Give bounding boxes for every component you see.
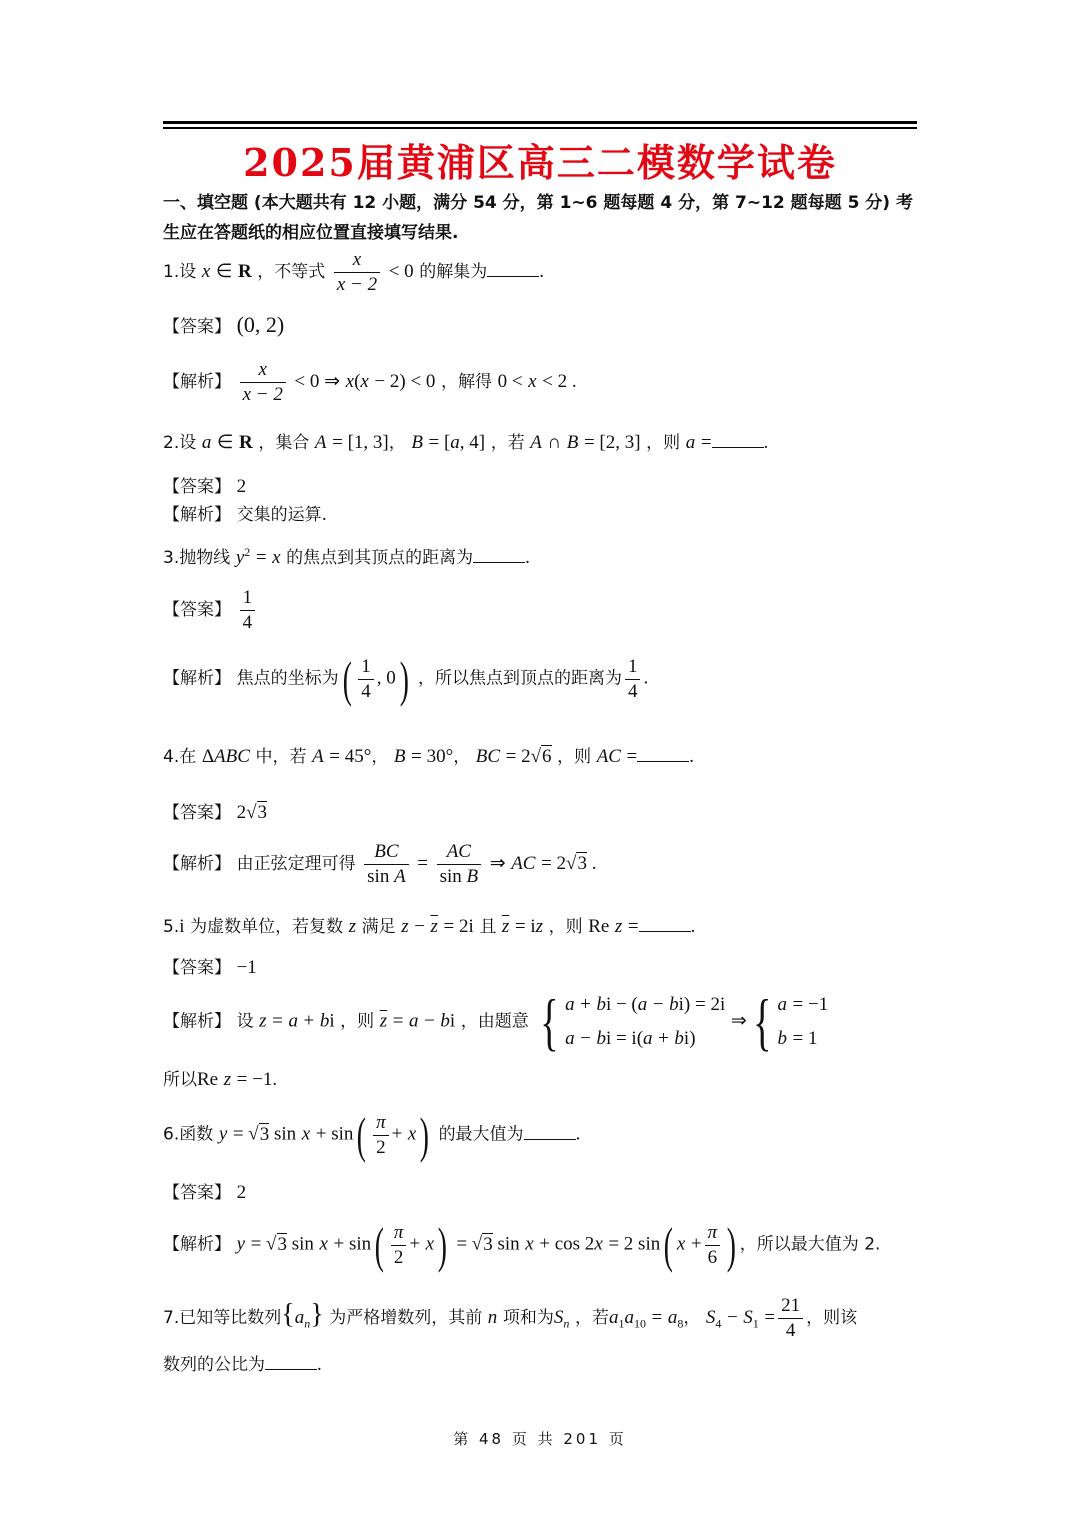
question-6: 6.函数 y = √3 sin x + sin( $\frac{\pi}{2}$ + x) 的最大值为 . bbox=[163, 1107, 581, 1163]
q6-analysis-text: ，所以最大值为 2. bbox=[739, 1234, 881, 1255]
question-5: 5.i 为虚数单位，若复数 z 满足 $z - \overline{z} = 2i$ 且 $\overline{z}$ = iz ，则 Re z = . bbox=[163, 912, 923, 938]
q5-answer-value: −1 bbox=[236, 957, 257, 978]
header-rule-thin bbox=[163, 127, 917, 129]
q1-answer: 【答案】 (0, 2) bbox=[163, 312, 285, 337]
answer-label: 【答案】 bbox=[163, 958, 231, 978]
q5-text: 为虚数单位，若复数 bbox=[190, 917, 344, 937]
q2-text: ，集合 bbox=[258, 433, 310, 453]
q6-answer-value: 2 bbox=[236, 1182, 247, 1203]
q4-analysis-text: 由正弦定理可得 bbox=[236, 854, 356, 874]
q6-analysis: 【解析】 y = √3 sin x + sin( $\frac{\pi}{2}$ + x) = √3 sin x + cos 2x = 2 sin( x + $\frac{\pi}{6}$ ) ，所以最大值为 2. bbox=[163, 1217, 881, 1273]
q1-analysis-text: ，解得 bbox=[441, 372, 493, 392]
q2-prefix: 2.设 bbox=[163, 433, 197, 453]
answer-label: 【答案】 bbox=[163, 1183, 231, 1203]
q5-prefix: 5. bbox=[163, 917, 180, 937]
answer-blank bbox=[487, 258, 539, 277]
q1-text: ，不等式 bbox=[257, 262, 326, 282]
analysis-label: 【解析】 bbox=[163, 1011, 231, 1032]
q4-text: 中，若 bbox=[255, 747, 307, 767]
q5-analysis-text: 设 bbox=[236, 1011, 254, 1032]
q2-text-3: ，则 bbox=[646, 433, 681, 453]
q3-prefix: 3.抛物线 bbox=[163, 548, 231, 568]
q3-analysis-text: 焦点的坐标为 bbox=[236, 668, 339, 689]
q1-text-2: 的解集为 bbox=[419, 262, 488, 282]
q2-answer-value: 2 bbox=[236, 476, 247, 497]
q6-answer bbox=[163, 1178, 923, 1204]
q5-text-2: 满足 bbox=[361, 917, 396, 937]
q3-answer: 【答案】 $\frac{1}{4}$ bbox=[163, 586, 923, 635]
q7-text-3: ，若 bbox=[574, 1308, 609, 1328]
analysis-label: 【解析】 bbox=[163, 1234, 231, 1255]
q3-analysis: 【解析】 焦点的坐标为( $\frac{1}{4}$ , 0) ，所以焦点到顶点的距离为 $\frac{1}{4}$ . bbox=[163, 651, 649, 707]
analysis-label: 【解析】 bbox=[163, 668, 231, 689]
q5-conclusion-text: 所以 bbox=[163, 1070, 197, 1090]
q7-text-5: 数列的公比为 bbox=[163, 1355, 265, 1375]
q7-text-2: 项和为 bbox=[502, 1308, 554, 1328]
answer-label: 【答案】 bbox=[163, 600, 231, 620]
q2-text-2: ，若 bbox=[490, 433, 525, 453]
question-7-line2: 数列的公比为 . bbox=[163, 1350, 923, 1376]
q1-fraction: $\frac{x}{x - 2}$ bbox=[334, 248, 380, 297]
q5-text-4: ，则 bbox=[548, 917, 583, 937]
answer-label: 【答案】 bbox=[163, 477, 231, 497]
analysis-label: 【解析】 bbox=[163, 854, 231, 874]
q4-analysis: 【解析】 由正弦定理可得 $\frac{BC}{\text{sin A}}$ = $\frac{AC}{\text{sin B}}$ ⇒ AC = 2√3 . bbox=[163, 841, 597, 887]
q5-solution-system: a = −1 b = 1 bbox=[777, 994, 829, 1049]
q4-text-2: ，则 bbox=[557, 747, 592, 767]
q6-text: 的最大值为 bbox=[438, 1124, 524, 1145]
answer-label: 【答案】 bbox=[163, 317, 231, 337]
q5-analysis: 【解析】 设 z = a + bi ，则 $\overline{z} = a$ − bi ，由题意 { a + bi − (a − bi) = 2i a − bi = i(a + bi) ⇒{ a = −1 b = 1 bbox=[163, 986, 829, 1057]
q4-prefix: 4.在 bbox=[163, 747, 197, 767]
question-2: 2.设 a ∈ R ，集合 A = [1, 3]， B = [a, 4] ，若 A ∩ B = [2, 3] ，则 a = . bbox=[163, 428, 923, 454]
question-7: 7.已知等比数列$\{a_n\}$ 为严格增数列，其前 n 项和为$S_n$ ，若$a_1a_{10} = a_8$， $S_4 - S_1$ = $\frac{21}{4}$ ，则该 bbox=[163, 1295, 858, 1341]
q1-analysis: 【解析】 $\frac{x}{x - 2}$ < 0 ⇒ x(x − 2) < 0 ，解得 0 < x < 2 . bbox=[163, 359, 577, 405]
question-3: 3.抛物线 $y^2 = x$ 的焦点到其顶点的距离为 . bbox=[163, 545, 530, 568]
page-title: 2025届黄浦区高三二模数学试卷 bbox=[243, 140, 837, 185]
q2-analysis bbox=[163, 500, 923, 525]
q7-text: 为严格增数列，其前 bbox=[329, 1308, 483, 1328]
q5-equation-system: a + bi − (a − bi) = 2i a − bi = i(a + bi) bbox=[565, 994, 726, 1049]
page-footer: 第 48 页 共 201 页 bbox=[453, 1430, 627, 1448]
q5-answer bbox=[163, 953, 923, 979]
section-heading-line2: 生应在答题纸的相应位置直接填写结果. bbox=[163, 223, 459, 243]
q3-text: 的焦点到其顶点的距离为 bbox=[286, 548, 474, 568]
q2-answer bbox=[163, 472, 923, 498]
q3-analysis-text-2: ，所以焦点到顶点的距离为 bbox=[417, 668, 622, 689]
q4-answer: 【答案】 2√3 bbox=[163, 802, 268, 823]
section-heading-line1: 一、填空题 (本大题共有 12 小题，满分 54 分，第 1~6 题每题 4 分，第 7~12 题每题 5 分) 考 bbox=[163, 193, 913, 213]
q6-prefix: 6.函数 bbox=[163, 1124, 214, 1145]
q5-text-3: 且 bbox=[479, 917, 497, 937]
answer-label: 【答案】 bbox=[163, 803, 231, 823]
q7-prefix: 7.已知等比数列 bbox=[163, 1308, 282, 1328]
question-4: 4.在 ΔABC 中，若 A = 45°， B = 30°， BC = 2√6 ，则 AC = . bbox=[163, 742, 923, 768]
section-heading bbox=[163, 188, 917, 248]
q2-analysis-text: 交集的运算. bbox=[236, 505, 327, 525]
analysis-label: 【解析】 bbox=[163, 372, 231, 392]
q7-text-4: ，则该 bbox=[806, 1308, 858, 1328]
q5-analysis-text-3: ，由题意 bbox=[460, 1011, 529, 1032]
header-rule bbox=[163, 121, 917, 124]
q1-prefix: 1.设 bbox=[163, 262, 197, 282]
q5-analysis-text-2: ，则 bbox=[340, 1011, 375, 1032]
question-1: 1.设 x ∈ R ，不等式 $\frac{x}{x - 2}$ < 0 的解集为 . bbox=[163, 249, 544, 295]
q5-conclusion: 所以Re z = −1. bbox=[163, 1069, 278, 1090]
analysis-label: 【解析】 bbox=[163, 505, 231, 525]
